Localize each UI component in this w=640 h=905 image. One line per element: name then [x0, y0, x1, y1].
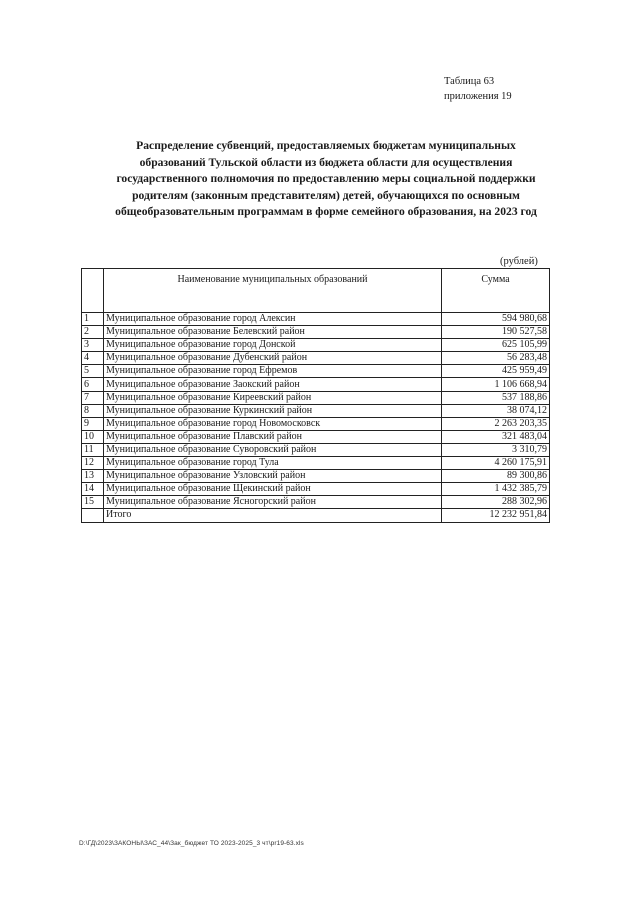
row-number: 1: [82, 313, 104, 326]
row-number: 7: [82, 391, 104, 404]
appendix-label: приложения 19: [444, 91, 512, 102]
row-name: Муниципальное образование город Новомосковск: [104, 417, 442, 430]
row-name: Муниципальное образование Плавский район: [104, 430, 442, 443]
table-row: [82, 326, 550, 339]
table-row: [82, 391, 550, 404]
total-number: [82, 509, 104, 522]
row-number: 2: [82, 326, 104, 339]
total-sum: 12 232 951,84: [442, 509, 550, 522]
row-sum: 594 980,68: [442, 313, 550, 326]
table-row: [82, 365, 550, 378]
row-number: 11: [82, 443, 104, 456]
total-row: [82, 509, 550, 522]
row-name: Муниципальное образование Заокский район: [104, 378, 442, 391]
row-number: 4: [82, 352, 104, 365]
total-label: Итого: [104, 509, 442, 522]
table-row: [82, 470, 550, 483]
table-row: [82, 313, 550, 326]
row-number: 13: [82, 470, 104, 483]
row-name: Муниципальное образование город Тула: [104, 457, 442, 470]
table-row: [82, 352, 550, 365]
row-number: 10: [82, 430, 104, 443]
table-row: [82, 457, 550, 470]
row-sum: 2 263 203,35: [442, 417, 550, 430]
row-name: Муниципальное образование город Алексин: [104, 313, 442, 326]
row-sum: 537 188,86: [442, 391, 550, 404]
row-number: 14: [82, 483, 104, 496]
row-number: 9: [82, 417, 104, 430]
row-name: Муниципальное образование Дубенский район: [104, 352, 442, 365]
table-row: [82, 430, 550, 443]
row-name: Муниципальное образование Белевский район: [104, 326, 442, 339]
row-sum: 190 527,58: [442, 326, 550, 339]
row-sum: 1 432 385,79: [442, 483, 550, 496]
row-name: Муниципальное образование город Ефремов: [104, 365, 442, 378]
title-line: образований Тульской области из бюджета области для осуществления: [139, 155, 513, 169]
table-row: [82, 339, 550, 352]
row-sum: 425 959,49: [442, 365, 550, 378]
row-number: 6: [82, 378, 104, 391]
row-sum: 321 483,04: [442, 430, 550, 443]
row-name: Муниципальное образование Щекинский район: [104, 483, 442, 496]
row-sum: 89 300,86: [442, 470, 550, 483]
subsidy-table: [81, 268, 550, 523]
row-sum: 625 105,99: [442, 339, 550, 352]
table-row: [82, 378, 550, 391]
row-number: 15: [82, 496, 104, 509]
header-sum: Сумма: [442, 269, 550, 313]
row-name: Муниципальное образование Суворовский район: [104, 443, 442, 456]
title-line: общеобразовательным программам в форме семейного образования, на 2023 год: [115, 205, 537, 219]
row-name: Муниципальное образование Куркинский район: [104, 404, 442, 417]
row-number: 12: [82, 457, 104, 470]
table-row: [82, 404, 550, 417]
title-line: Распределение субвенций, предоставляемых бюджетам муниципальных: [136, 139, 516, 152]
row-sum: 3 310,79: [442, 443, 550, 456]
row-number: 8: [82, 404, 104, 417]
table-row: [82, 496, 550, 509]
row-name: Муниципальное образование Узловский район: [104, 470, 442, 483]
table-reference: [444, 74, 512, 104]
file-path-footer: D:\ГД\2023\ЗАКОНЫ\ЗАС_44\Зак_бюджет ТО 2023-2025_3 чт\pr19-63.xls: [79, 840, 304, 847]
table-number-label: Таблица 63: [444, 76, 495, 87]
row-sum: 56 283,48: [442, 352, 550, 365]
document-title: [88, 138, 564, 221]
row-sum: 1 106 668,94: [442, 378, 550, 391]
table-row: [82, 417, 550, 430]
title-line: родителям (законным представителям) детей, обучающихся по основным: [132, 188, 520, 202]
row-sum: 288 302,96: [442, 496, 550, 509]
table-header-row: [82, 269, 550, 313]
row-name: Муниципальное образование Киреевский район: [104, 391, 442, 404]
row-sum: 4 260 175,91: [442, 457, 550, 470]
units-label: (рублей): [500, 256, 538, 267]
row-number: 5: [82, 365, 104, 378]
row-number: 3: [82, 339, 104, 352]
header-number: [82, 269, 104, 313]
table-row: [82, 443, 550, 456]
title-line: государственного полномочия по предоставлению меры социальной поддержки: [116, 172, 536, 186]
table-row: [82, 483, 550, 496]
row-name: Муниципальное образование Ясногорский район: [104, 496, 442, 509]
row-name: Муниципальное образование город Донской: [104, 339, 442, 352]
header-name: Наименование муниципальных образований: [104, 269, 442, 313]
row-sum: 38 074,12: [442, 404, 550, 417]
